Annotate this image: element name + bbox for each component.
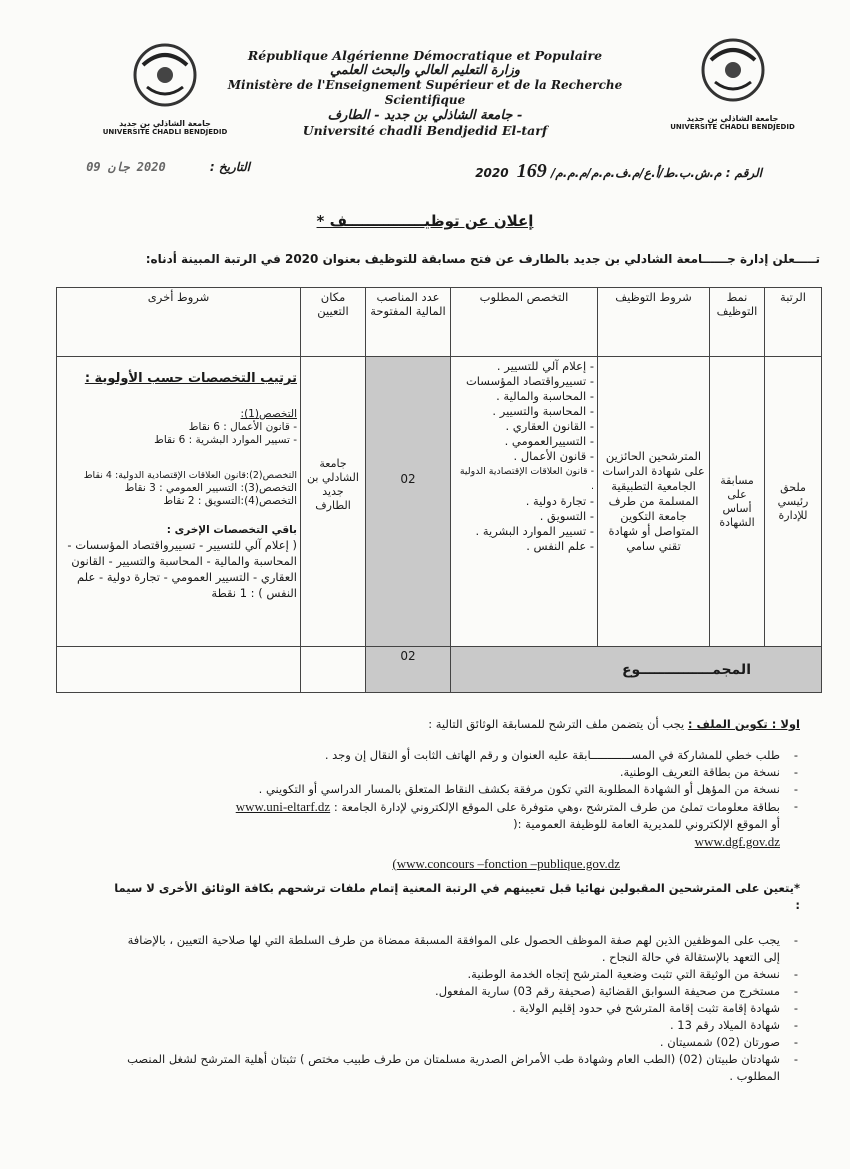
total-empty-other	[57, 647, 301, 693]
university-logo-icon	[125, 35, 205, 115]
priority-line: باقي التخصصات الإخرى :	[166, 524, 297, 536]
university-logo-icon	[693, 30, 773, 110]
total-label: المجمـــــــــــــــوع	[451, 647, 822, 693]
document-date	[70, 160, 250, 174]
concours-link-line	[120, 855, 800, 873]
header-other: شروط أخرى	[57, 288, 301, 357]
cell-conditions: المترشحين الحائزين على شهادة الدراسات الجامعية التطبيقية المسلمة من طرف جامعة التكوين المتواصل أو شهادة تقني سامي	[598, 357, 710, 647]
list-item: - مستخرج من صحيفة السوابق القضائية (صحيفة رقم 03) سارية المفعول.	[110, 983, 780, 1000]
priority-line: - قانون الأعمال : 6 نقاط	[188, 421, 297, 433]
list-item: - طلب خطي للمشاركة في المســــــــــــابقة عليه العنوان و رقم الهاتف الثابت أو النقال إن وجد .	[120, 747, 780, 764]
list-item: - شهادة إقامة تثبت إقامة المترشح في حدود إقليم الولاية .	[110, 1000, 780, 1017]
reference-year: 2020	[475, 166, 509, 180]
list-item: - المحاسبة والتسيير .	[492, 404, 594, 418]
cell-mode: مسابقة على أساس الشهادة	[710, 357, 765, 647]
list-item: - علم النفس .	[526, 539, 594, 553]
list-item: - تسييرواقتصاد المؤسسات	[465, 374, 594, 388]
header-university-fr: Université chadli Bendjedid El-tarf	[302, 123, 548, 138]
list-item: - صورتان (02) شمسيتان .	[110, 1034, 780, 1051]
header-ministry-ar: وزارة التعليم العالي والبحث العلمي	[329, 63, 521, 78]
date-label: التاريخ :	[209, 160, 250, 174]
announcement-title: إعلان عن توظيـــــــــــــــف *	[316, 212, 534, 230]
file-heading-rest: يجب أن يتضمن ملف الترشح للمسابقة الوثائق التالية :	[428, 717, 685, 731]
file-items-list	[120, 747, 800, 816]
header-university-ar: جامعة الشاذلي بن جديد - الطارف -	[327, 108, 523, 123]
reference-number	[372, 160, 762, 183]
logo-right-fr: UNIVERSITE CHADLI BENDJEDID	[670, 123, 795, 131]
file-item-text: بطاقة معلومات تملئ من طرف المترشح ،وهي متوفرة على الموقع الإلكتروني لإدارة الجامعة :	[333, 800, 780, 814]
priority-line: التخصص(3): التسيير العمومي : 3 نقاط	[124, 482, 297, 494]
header-mode: نمط التوظيف	[710, 288, 765, 357]
logo-left-ar: جامعة الشاذلي بن جديد	[119, 119, 211, 128]
university-website-link[interactable]: www.uni-eltarf.dz	[235, 799, 331, 814]
priority-line: - تسيير الموارد البشرية : 6 نقاط	[154, 434, 297, 446]
list-item: - نسخة من الوثيقة التي تثبت وضعية المترشح إتجاه الخدمة الوطنية.	[110, 966, 780, 983]
concours-website-link[interactable]: www.concours –fonction –publique.gov.dz)	[392, 856, 620, 871]
list-item	[120, 798, 780, 816]
cell-other	[57, 357, 301, 647]
cell-place: جامعة الشادلي بن جديد الطارف	[301, 357, 366, 647]
accepted-section	[110, 880, 800, 1085]
list-item: - إعلام آلي للتسيير .	[496, 359, 594, 373]
dgf-website-link[interactable]: www.dgf.gov.dz	[694, 834, 780, 849]
accepted-heading: *يتعين على المترشحين المقبولين نهائيا قبل تعيينهم في الرتبة المعنية إتمام ملفات ترشحهم بكافة الوثائق الأخرى لا سيما :	[114, 881, 800, 912]
accepted-items-list	[110, 932, 800, 1085]
total-empty-place	[301, 647, 366, 693]
table-header-row	[57, 288, 822, 357]
priority-line: التخصص(2):قانون العلاقات الإقتصادية الدولية: 4 نقاط	[83, 470, 297, 481]
header-rank: الرتبة	[765, 288, 822, 357]
list-item: - التسييرالعمومي .	[504, 434, 594, 448]
logo-left-fr: UNIVERSITE CHADLI BENDJEDID	[102, 128, 228, 136]
reference-value: 169	[516, 160, 547, 182]
table-row	[57, 357, 822, 647]
list-item: - شهادتان طبيتان (02) (الطب العام وشهادة طب الأمراض الصدرية مسلمتان من طرف طبيب مختص ) تثبتان أهلية المترشح لشغل المنصب المطلوب .	[110, 1051, 780, 1085]
table-total-row	[57, 647, 822, 693]
file-section-heading	[120, 716, 800, 733]
list-item: - نسخة من المؤهل أو الشهادة المطلوبة التي تكون مرفقة بكشف النقاط المتعلق بالمسار الدراسي أو التكويني .	[120, 781, 780, 798]
university-logo-right	[665, 30, 800, 131]
letterhead	[225, 48, 625, 138]
header-positions: عدد المناصب المالية المفتوحة	[366, 288, 451, 357]
announcement-intro: تـــــعلن إدارة جــــــامعة الشادلي بن جديد بالطارف عن فتح مسابقة للتوظيف بعنوان 2020 في الرتبة المبينة أدناه:	[145, 252, 820, 266]
cell-rank: ملحق رئيسي للإدارة	[765, 357, 822, 647]
total-value: 02	[366, 647, 451, 693]
cell-specialty	[451, 357, 598, 647]
list-item: - نسخة من بطاقة التعريف الوطنية.	[120, 764, 780, 781]
reference-label: الرقم : م.ش.ب.ط/أ.ع/م.ف.م.م/م.م.م/	[550, 166, 762, 180]
list-item: - المحاسبة والمالية .	[496, 389, 594, 403]
priority-line: التخصص(1):	[240, 408, 297, 420]
header-place: مكان التعيين	[301, 288, 366, 357]
header-specialty: التخصص المطلوب	[451, 288, 598, 357]
dgf-link-line	[120, 833, 800, 851]
list-item: - التسويق .	[539, 509, 594, 523]
cell-positions: 02	[366, 357, 451, 647]
file-heading-label: اولا : تكوين الملف :	[687, 717, 800, 731]
priority-title: ترتيب التخصصات حسب الأولوية :	[84, 371, 297, 386]
university-logo-left	[100, 35, 230, 136]
header-ministry-fr: Ministère de l'Enseignement Supérieur et de la Recherche Scientifique	[227, 78, 623, 107]
alt-website-text: أو الموقع الإلكتروني للمديرية العامة للوظيفة العمومية :(	[513, 817, 780, 831]
date-stamp: 2020 جان 09	[86, 160, 166, 174]
header-republic: République Algérienne Démocratique et Populaire	[247, 48, 603, 63]
list-item: - القانون العقاري .	[505, 419, 594, 433]
list-item: - قانون الأعمال .	[513, 449, 594, 463]
list-item: - يجب على الموظفين الذين لهم صفة الموظف الحصول على الموافقة المسبقة ممضاة من طرف السلطة التي لها صلاحية التعيين ، بالإضافة إلى التعهد بالإستقالة في حالة النجاح .	[110, 932, 780, 966]
list-item: - تجارة دولية .	[525, 494, 594, 508]
priority-line: التخصص(4):التسويق : 2 نقاط	[163, 495, 297, 507]
logo-right-ar: جامعة الشاذلي بن جديد	[686, 114, 779, 123]
recruitment-table	[56, 287, 822, 693]
header-conditions: شروط التوظيف	[598, 288, 710, 357]
alt-website-line	[120, 816, 800, 833]
list-item: - قانون العلاقات الإقتصادية الدولية .	[459, 466, 594, 492]
specialty-list	[454, 359, 594, 554]
file-section	[120, 716, 800, 873]
priority-line: ( إعلام آلي للتسيير - تسييرواقتصاد المؤسسات - المحاسبة والمالية - المحاسبة والتسيير - القانون العقاري - التسيير العمومي - تجارة دولية - علم النفس ) : 1 نقطة	[67, 538, 297, 600]
list-item: - تسيير الموارد البشرية .	[475, 524, 594, 538]
list-item: - شهادة الميلاد رقم 13 .	[110, 1017, 780, 1034]
